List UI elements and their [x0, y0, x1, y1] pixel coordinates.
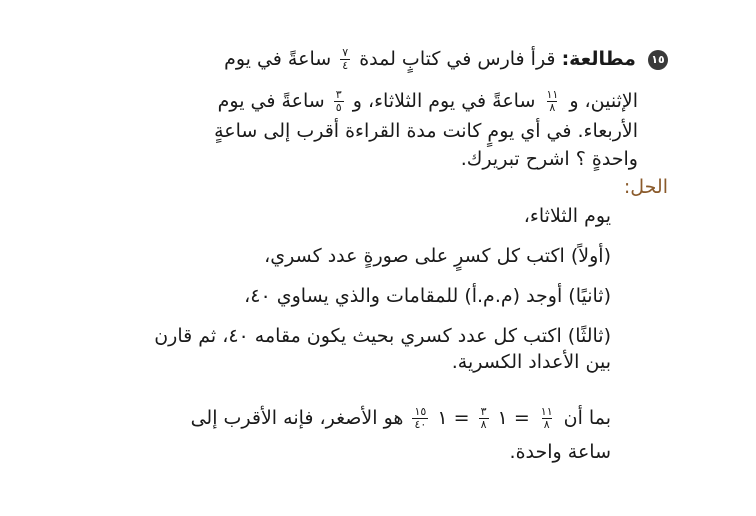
- problem-text: الإثنين، و: [569, 90, 638, 112]
- whole-number: ١: [437, 407, 448, 429]
- solution-line-4: (ثالثًا) اكتب كل عدد كسري بحيث يكون مقامه ٤٠، ثم قارن: [154, 325, 611, 347]
- problem-keyword: مطالعة:: [561, 48, 636, 70]
- solution-line-2: (أولاً) اكتب كل كسرٍ على صورةٍ عدد كسري،: [264, 245, 611, 267]
- problem-text: ساعةً في يوم الثلاثاء، و: [352, 90, 536, 112]
- fraction: $\frac{٣}{٥}$: [335, 88, 342, 114]
- whole-number: ١: [497, 407, 508, 429]
- problem-line-1: [224, 45, 668, 73]
- problem-text: قرأ فارس في كتابٍ لمدة: [359, 48, 556, 70]
- solution-text: بما أن: [563, 407, 611, 429]
- fraction: $\frac{٣}{٨}$: [480, 405, 487, 431]
- solution-line-1: يوم الثلاثاء،: [523, 205, 611, 227]
- problem-text: ساعةً في يوم: [217, 90, 325, 112]
- problem-text: واحدةٍ ؟ اشرح تبريرك.: [460, 148, 638, 170]
- problem-number-badge: ١٥: [648, 50, 668, 70]
- problem-text: الأربعاء. في أي يومٍ كانت مدة القراءة أقرب إلى ساعةٍ: [214, 120, 638, 142]
- fraction: $\frac{١٥}{٤٠}$: [414, 405, 427, 431]
- solution-label: الحل:: [623, 176, 668, 198]
- fraction: $\frac{١١}{٨}$: [540, 405, 553, 431]
- solution-text: هو الأصغر، فإنه الأقرب إلى: [190, 407, 404, 429]
- solution-line-3: (ثانيًا) أوجد (م.م.أ) للمقامات والذي يساوي ٤٠،: [244, 285, 611, 307]
- solution-line-7: ساعة واحدة.: [509, 441, 611, 463]
- equals-sign: =: [513, 407, 530, 429]
- problem-line-4: [461, 145, 638, 173]
- fraction: $\frac{١١}{٨}$: [546, 88, 559, 114]
- equals-sign: =: [453, 407, 470, 429]
- problem-text: ساعةً في يوم: [224, 48, 332, 70]
- solution-line-5: بين الأعداد الكسرية.: [451, 351, 611, 373]
- problem-line-2: [218, 87, 638, 115]
- problem-line-3: [214, 117, 638, 145]
- solution-line-6: [191, 404, 611, 432]
- fraction: $\frac{٧}{٤}$: [342, 46, 349, 72]
